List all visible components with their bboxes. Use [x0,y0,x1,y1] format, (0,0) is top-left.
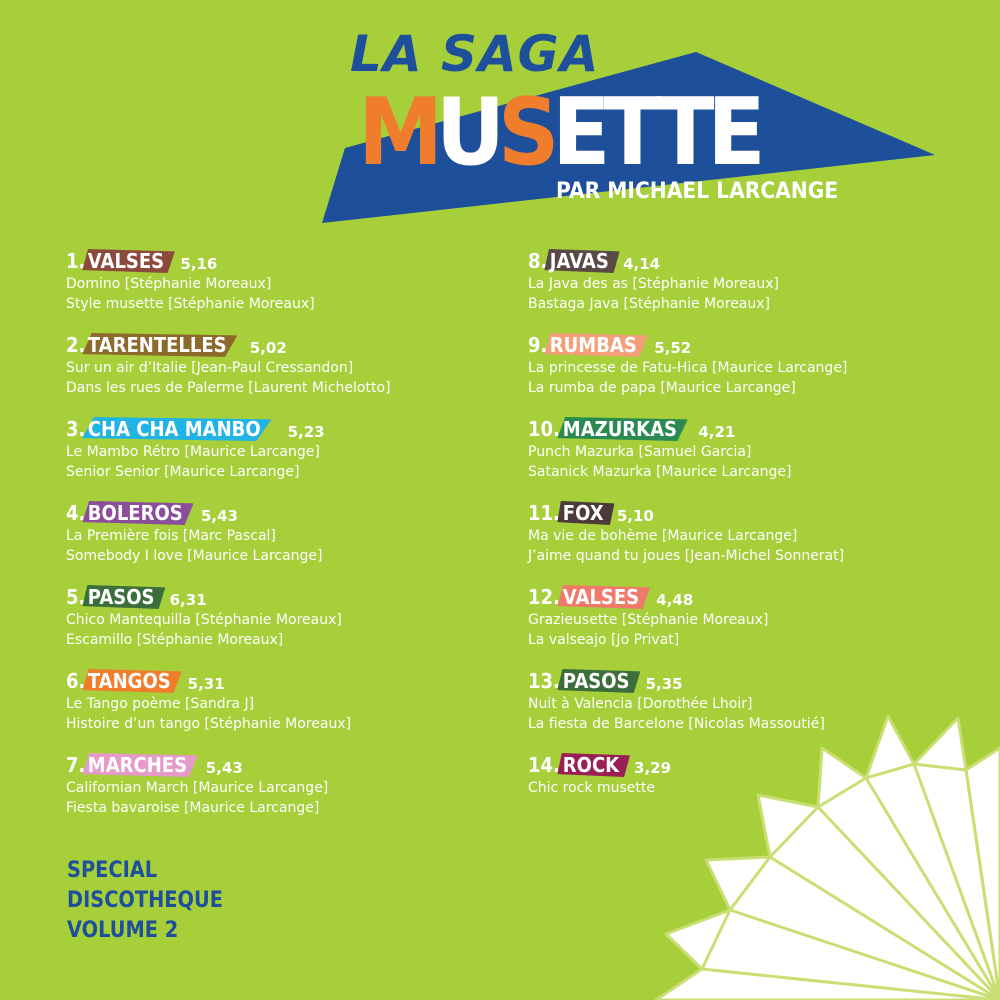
edition-label-line1: SPECIAL [67,858,158,883]
medley-header [66,660,390,694]
medley-number: 4. [66,501,86,525]
medley-duration: 5,43 [200,507,238,525]
medley-section [528,408,847,492]
medley-section [528,744,847,828]
medley-duration: 6,31 [169,591,207,609]
edition-label-line3: VOLUME 2 [67,918,179,943]
medley-genre: TANGOS [86,668,176,694]
track-title: J’aime quand tu joues [Jean-Michel Sonnerat] [528,548,845,564]
medley-duration: 5,35 [645,675,683,693]
medley-header [528,744,847,778]
medley-section [528,660,847,744]
track-title: Le Mambo Rétro [Maurice Larcange] [66,444,320,460]
track-title: Escamillo [Stéphanie Moreaux] [66,632,284,648]
medley-genre: PASOS [561,668,635,694]
medley-genre: PASOS [86,584,160,610]
track-title: Chic rock musette [528,780,655,796]
medley-duration: 5,52 [654,339,692,357]
medley-section [66,240,390,324]
medley-section [528,240,847,324]
medley-header [528,660,847,694]
medley-genre: CHA CHA MANBO [86,416,266,442]
medley-number: 7. [66,753,86,777]
track-title: La fiesta de Barcelone [Nicolas Massoutié] [528,716,825,732]
album-artist: PAR MICHAEL LARCANGE [556,179,839,204]
medley-section [66,744,390,828]
track-title: Chico Mantequilla [Stéphanie Moreaux] [66,612,342,628]
medley-duration: 5,10 [616,507,654,525]
medley-number: 11. [528,501,560,525]
title-letter-u: U [435,78,498,186]
medley-number: 9. [528,333,548,357]
medley-duration: 5,23 [287,423,325,441]
medley-duration: 5,31 [187,675,225,693]
track-title: Punch Mazurka [Samuel Garcia] [528,444,752,460]
medley-section [528,576,847,660]
medley-genre: JAVAS [548,248,614,274]
medley-number: 14. [528,753,560,777]
album-title-line2 [358,78,759,186]
track-title: Fiesta bavaroise [Maurice Larcange] [66,800,320,816]
medley-duration: 5,16 [180,255,218,273]
medley-header [528,324,847,358]
medley-genre: ROCK [561,752,625,778]
medley-number: 3. [66,417,86,441]
title-letter-m: M [358,78,436,186]
medley-number: 8. [528,249,548,273]
track-title: Histoire d’un tango [Stéphanie Moreaux] [66,716,352,732]
medley-header [528,576,847,610]
tracklist-left-column [66,240,390,828]
medley-section [66,324,390,408]
track-title: Grazieusette [Stéphanie Moreaux] [528,612,769,628]
track-title: Nuit à Valencia [Dorothée Lhoir] [528,696,753,712]
medley-number: 2. [66,333,86,357]
title-letter-s: S [497,78,553,186]
track-title: Domino [Stéphanie Moreaux] [66,276,272,292]
medley-header [528,240,847,274]
medley-number: 12. [528,585,560,609]
title-letters-ette: ETTE [552,78,759,186]
tracklist-right-column [528,240,847,828]
medley-duration: 4,48 [656,591,694,609]
medley-header [66,744,390,778]
album-title-line1: LA SAGA [350,25,600,83]
medley-header [66,324,390,358]
track-title: La rumba de papa [Maurice Larcange] [528,380,796,396]
medley-duration: 4,21 [698,423,736,441]
medley-section [66,576,390,660]
medley-genre: MAZURKAS [561,416,682,442]
medley-duration: 5,02 [249,339,287,357]
edition-label [67,856,223,946]
medley-genre: VALSES [86,248,170,274]
medley-number: 6. [66,669,86,693]
medley-header [528,492,847,526]
track-title: Bastaga Java [Stéphanie Moreaux] [528,296,771,312]
track-title: Somebody I love [Maurice Larcange] [66,548,323,564]
medley-section [66,660,390,744]
medley-section [66,408,390,492]
track-title: Satanick Mazurka [Maurice Larcange] [528,464,792,480]
medley-genre: BOLEROS [86,500,188,526]
medley-genre: MARCHES [86,752,192,778]
track-title: Sur un air d’Italie [Jean-Paul Cressandon] [66,360,354,376]
medley-genre: RUMBAS [548,332,642,358]
medley-header [66,240,390,274]
medley-number: 5. [66,585,86,609]
track-title: La Première fois [Marc Pascal] [66,528,276,544]
track-title: Style musette [Stéphanie Moreaux] [66,296,315,312]
medley-number: 10. [528,417,560,441]
medley-genre: VALSES [561,584,645,610]
medley-header [66,576,390,610]
medley-genre: FOX [561,500,609,526]
medley-section [528,324,847,408]
medley-header [66,492,390,526]
track-title: Le Tango poème [Sandra J] [66,696,255,712]
medley-header [66,408,390,442]
medley-duration: 5,43 [205,759,243,777]
medley-number: 1. [66,249,86,273]
medley-duration: 3,29 [634,759,672,777]
track-title: Senior Senior [Maurice Larcange] [66,464,300,480]
medley-section [66,492,390,576]
track-title: Californian March [Maurice Larcange] [66,780,329,796]
medley-genre: TARENTELLES [86,332,232,358]
track-title: Ma vie de bohème [Maurice Larcange] [528,528,798,544]
medley-section [528,492,847,576]
track-title: La princesse de Fatu-Hica [Maurice Larcange] [528,360,848,376]
medley-header [528,408,847,442]
track-title: La Java des as [Stéphanie Moreaux] [528,276,779,292]
track-title: La valseajo [Jo Privat] [528,632,680,648]
track-title: Dans les rues de Palerme [Laurent Michelotto] [66,380,391,396]
edition-label-line2: DISCOTHEQUE [67,888,223,913]
medley-number: 13. [528,669,560,693]
medley-duration: 4,14 [623,255,661,273]
